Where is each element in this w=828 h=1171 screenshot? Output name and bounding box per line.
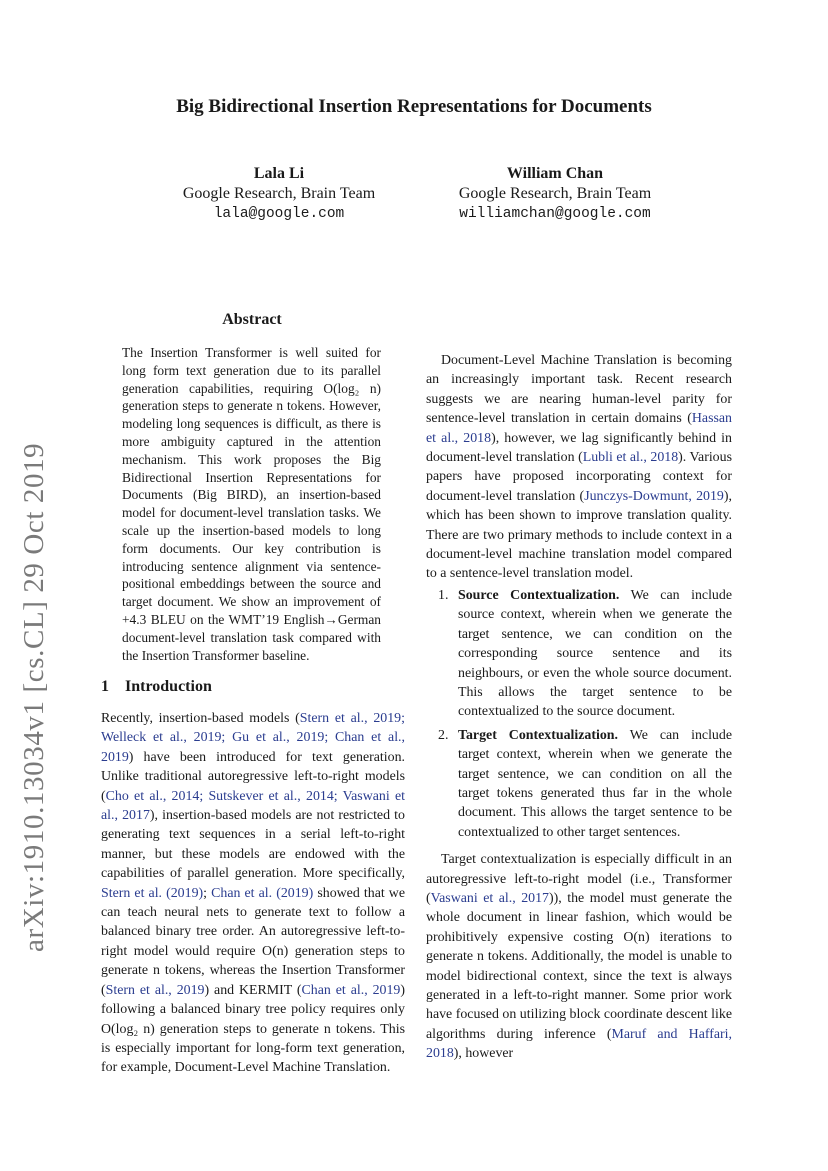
list-item-head: Source Contextualization. [458, 587, 620, 603]
text-span: ), which has been shown to improve translation quality. There are two primary methods to include context in a document-level machine translation model compared to a sentence-level translation model. [426, 488, 732, 582]
text-span: ), insertion-based models are not restricted to generating text sequences in a serial left-to-right manner, but these models are endowed with the capabilities of parallel generation. More specifically, [101, 808, 405, 882]
text-span: ) have been introduced for text generation. Unlike traditional autoregressive left-to-right models ( [101, 749, 405, 804]
text-span: )), the model must generate the whole document in linear fashion, which would be prohibitively expensive costing O(n) iterations to generate n tokens. Additionally, the model is unable to model bidirectional context, since the text is always generated in a left-to-right manner. Some prior work have focused on utilizing block coordinate descent like algorithms during inference ( [426, 890, 732, 1042]
author-affiliation: Google Research, Brain Team [458, 185, 652, 202]
citation-link[interactable]: Maruf and Haffari, 2018 [426, 1026, 732, 1062]
context-method-list [426, 586, 732, 842]
citation-link[interactable]: Chan et al. (2019) [211, 885, 314, 901]
citation-link[interactable]: Stern et al., 2019 [105, 982, 205, 998]
right-column [426, 313, 732, 1064]
text-span: ) following a balanced binary tree policy requires only O(log₂ n) generation steps to generate n tokens. This is especially important for long-form text generation, for example, Document-Level Machine Translation. [101, 982, 406, 1076]
text-span: showed that we can teach neural nets to generate text to follow a balanced binary tree order. An autoregressive left-to-right model would require O(n) generation steps to generate n tokens, whereas the Insertion Transformer ( [101, 885, 405, 998]
text-span: Recently, insertion-based models ( [101, 711, 300, 726]
text-span: ; [203, 885, 212, 901]
intro-paragraph-1 [101, 709, 405, 1078]
citation-link[interactable]: Stern et al., 2019; Welleck et al., 2019; Gu et al., 2019; Chan et al., 2019 [101, 711, 405, 765]
citation-link[interactable]: Stern et al. (2019) [101, 885, 204, 901]
author-block-2 [440, 164, 670, 224]
text-span: Document-Level Machine Translation is becoming an increasingly important task. Recent research suggests we are nearing human-level parity for sentence-level translation in certain domains ( [426, 353, 732, 427]
text-span: ), however [453, 1046, 514, 1062]
author-block-1 [178, 164, 380, 224]
section-heading [101, 678, 212, 696]
text-span: ), however, we lag significantly behind in document-level translation ( [426, 430, 732, 466]
text-span: ) and KERMIT ( [204, 982, 302, 998]
section-title: Introduction [125, 678, 212, 695]
author-name: William Chan [506, 165, 604, 182]
citation-link[interactable]: Cho et al., 2014; Sutskever et al., 2014; Vaswani et al., 2017 [101, 788, 405, 824]
list-item [426, 586, 732, 722]
intro-paragraph-3 [426, 850, 732, 1063]
paper-title: Big Bidirectional Insertion Representations for Documents [176, 96, 652, 117]
abstract-text: The Insertion Transformer is well suited for long form text generation due to its parallel generation capabilities, requiring O(log₂ n) generation steps to generate n tokens. However, modeling long sequences is difficult, as there is more ambiguity captured in the attention mechanism. This work proposes the Big Bidirectional Insertion Representations for Documents (Big BIRD), an insertion-based model for document-level translation tasks. We scale up the insertion-based models to long form documents. Our key contribution is introducing sentence alignment via sentence-positional embeddings between the source and target document. We show an improvement of +4.3 BLEU on the WMT’19 English→German document-level translation task compared with the Insertion Transformer baseline. [122, 345, 381, 663]
author-name: Lala Li [253, 165, 305, 182]
citation-link[interactable]: Hassan et al., 2018 [426, 411, 732, 446]
list-item [426, 726, 732, 842]
citation-link[interactable]: Lubli et al., 2018 [582, 450, 679, 466]
citation-link[interactable]: Chan et al., 2019 [301, 982, 401, 998]
arxiv-stamp: arXiv:1910.13034v1 [cs.CL] 29 Oct 2019 [18, 442, 50, 952]
author-email[interactable]: lala@google.com [213, 206, 345, 222]
intro-paragraph-2 [426, 351, 732, 584]
citation-link[interactable]: Junczys-Dowmunt, 2019 [584, 488, 724, 504]
citation-link[interactable]: Vaswani et al., 2017 [430, 890, 550, 906]
author-email[interactable]: williamchan@google.com [459, 206, 651, 222]
list-item-text: We can include target context, wherein when we generate the target sentence, we can condition on all the target tokens generated thus far in the whole document. This allows the target sentence to be contextualized to other target sentences. [458, 727, 732, 840]
list-item-head: Target Contextualization. [458, 727, 618, 743]
list-number: 1. [438, 587, 449, 603]
section-number: 1 [101, 678, 109, 695]
abstract-heading: Abstract [222, 311, 282, 328]
text-span: ). Various papers have proposed incorporating context for document-level translation ( [426, 450, 732, 504]
author-affiliation: Google Research, Brain Team [182, 185, 376, 202]
list-item-text: We can include source context, wherein when we generate the target sentence, we can condition on the corresponding source sentence and its neighbours, or even the whole source document. This allows the target sentence to be contextualized to the source document. [458, 587, 732, 720]
list-number: 2. [438, 727, 449, 743]
text-span: Target contextualization is especially difficult in an autoregressive left-to-right model (i.e., Transformer ( [426, 852, 732, 906]
